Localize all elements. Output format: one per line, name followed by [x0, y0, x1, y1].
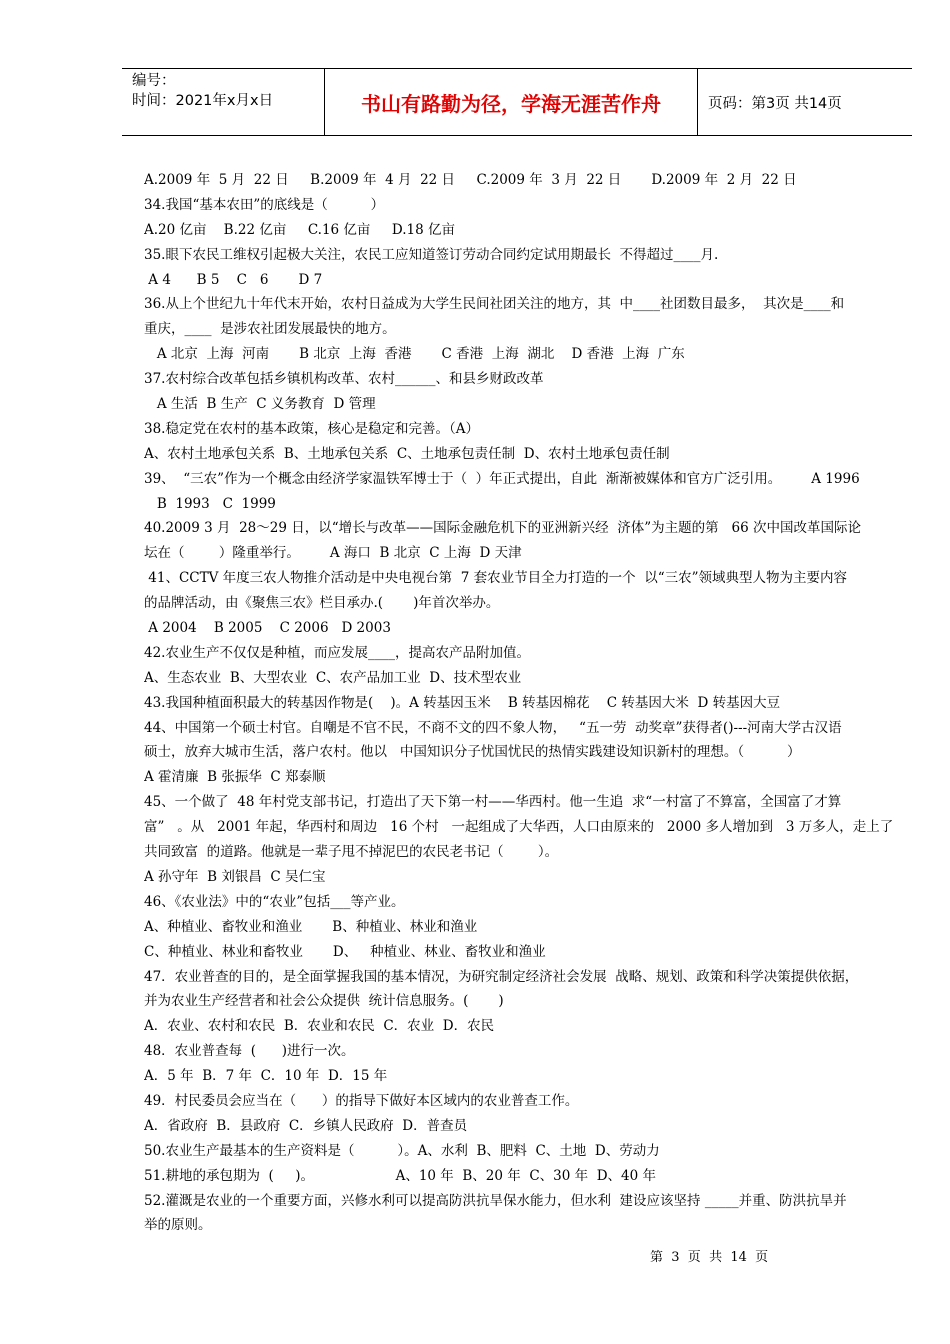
text-line: 49．村民委员会应当在（ ）的指导下做好本区域内的农业普查工作。: [144, 1092, 579, 1109]
text-line: 35.眼下农民工维权引起极大关注，农民工应知道签订劳动合同约定试用期最长 不得超过____月.: [144, 246, 719, 263]
text-line: B 1993 C 1999: [144, 495, 276, 512]
text-line: 43.我国种植面积最大的转基因作物是( )。A 转基因玉米 B 转基因棉花 C 转基因大米 D 转基因大豆: [144, 694, 781, 711]
text-line: 46、《农业法》中的“农业”包括___等产业。: [144, 893, 405, 910]
text-line: 40.2009 3 月 28～29 日，以“增长与改革——国际金融危机下的亚洲新兴经 济体”为主题的第 66 次中国改革国际论: [144, 520, 861, 537]
text-line: 52.灌溉是农业的一个重要方面，兴修水利可以提高防洪抗旱保水能力，但水利 建设应该坚持 _____并重、防洪抗旱并: [144, 1192, 847, 1209]
text-line: A 霍清廉 B 张振华 C 郑泰顺: [144, 769, 326, 786]
text-line: A 2004 B 2005 C 2006 D 2003: [144, 620, 391, 637]
text-line: 50.农业生产最基本的生产资料是（ ）。A、水利 B、肥料 C、土地 D、劳动力: [144, 1142, 660, 1159]
text-line: 的品牌活动，由《聚焦三农》栏目承办.( )年首次举办。: [144, 595, 500, 612]
page-footer: 第 3 页 共 14 页: [650, 1250, 769, 1265]
text-line: A.2009 年 5 月 22 日 B.2009 年 4 月 22 日 C.2009 年 3 月 22 日 D.2009 年 2 月 22 日: [144, 172, 797, 188]
text-line: 共同致富 的道路。他就是一辈子甩不掉泥巴的农民老书记（ ）。: [144, 844, 559, 861]
text-line: 坛在（ ）隆重举行。 A 海口 B 北京 C 上海 D 天津: [144, 545, 522, 562]
text-line: 重庆，____ 是涉农社团发展最快的地方。: [144, 321, 396, 338]
page-header: [122, 68, 912, 136]
text-line: 36.从上个世纪九十年代末开始，农村日益成为大学生民间社团关注的地方，其 中____社团数目最多， 其次是____和: [144, 296, 845, 313]
text-line: A．农业、农村和农民 B．农业和农民 C．农业 D．农民: [144, 1018, 495, 1035]
text-line: 47．农业普查的目的，是全面掌握我国的基本情况，为研究制定经济社会发展 战略、规划、政策和科学决策提供依据，: [144, 968, 859, 985]
text-line: 48．农业普查每 ( )进行一次。: [144, 1043, 355, 1060]
text-line: 富” 。从 2001 年起，华西村和周边 16 个村 一起组成了大华西，人口由原来的 2000 多人增加到 3 万多人，走上了: [144, 819, 894, 836]
doc-code-label: 编号：: [132, 73, 176, 89]
question-list: [144, 168, 900, 1238]
text-line: A、农村土地承包关系 B、土地承包关系 C、土地承包责任制 D、农村土地承包责任制: [144, 445, 670, 462]
header-page-number: 页码：第3页 共14页: [708, 95, 842, 112]
doc-time-label: 时间：2021年x月x日: [132, 93, 274, 109]
text-line: 51.耕地的承包期为 ( )。 A、10 年 B、20 年 C、30 年 D、40 年: [144, 1167, 657, 1184]
text-line: 42.农业生产不仅仅是种植，而应发展____，提高农产品附加值。: [144, 644, 530, 661]
text-line: 37.农村综合改革包括乡镇机构改革、农村______、和县乡财政改革: [144, 371, 544, 388]
text-line: A 生活 B 生产 C 义务教育 D 管理: [144, 396, 376, 413]
header-meta: [122, 69, 324, 135]
text-line: A、种植业、畜牧业和渔业 B、种植业、林业和渔业: [144, 918, 478, 935]
text-line: C、种植业、林业和畜牧业 D、 种植业、林业、畜牧业和渔业: [144, 943, 546, 960]
text-line: 44、中国第一个硕士村官。自嘲是不官不民，不商不文的四不象人物， “五一劳 动奖章”获得者()---河南大学古汉语: [144, 719, 842, 736]
header-motto: 书山有路勤为径，学海无涯苦作舟: [324, 69, 698, 135]
text-line: 硕士，放弃大城市生活，落户农村。他以 中国知识分子忧国忧民的热情实践建设知识新村的理想。（ ）: [144, 744, 801, 761]
text-line: A 4 B 5 C 6 D 7: [144, 271, 323, 288]
text-line: A．5 年 B．7 年 C．10 年 D．15 年: [144, 1068, 388, 1085]
text-line: 34.我国“基本农田”的底线是（ ）: [144, 196, 385, 213]
text-line: 39、 “三农”作为一个概念由经济学家温铁军博士于（ ）年正式提出，自此 渐渐被媒体和官方广泛引用。 A 1996: [144, 470, 860, 487]
text-line: 41、CCTV 年度三农人物推介活动是中央电视台第 7 套农业节目全力打造的一个 以“三农”领域典型人物为主要内容: [144, 570, 848, 587]
text-line: A 北京 上海 河南 B 北京 上海 香港 C 香港 上海 湖北 D 香港 上海 广东: [144, 346, 685, 363]
text-line: 45、一个做了 48 年村党支部书记，打造出了天下第一村——华西村。他一生追 求“一村富了不算富，全国富了才算: [144, 794, 842, 811]
text-line: A．省政府 B．县政府 C．乡镇人民政府 D．普查员: [144, 1117, 468, 1134]
text-line: A 孙守年 B 刘银昌 C 吴仁宝: [144, 868, 326, 885]
text-line: 并为农业生产经营者和社会公众提供 统计信息服务。( ): [144, 993, 504, 1010]
text-line: A、生态农业 B、大型农业 C、农产品加工业 D、技术型农业: [144, 669, 522, 686]
text-line: 举的原则。: [144, 1217, 212, 1234]
text-line: A.20 亿亩 B.22 亿亩 C.16 亿亩 D.18 亿亩: [144, 221, 455, 238]
text-line: 38.稳定党在农村的基本政策，核心是稳定和完善。（A）: [144, 420, 479, 437]
